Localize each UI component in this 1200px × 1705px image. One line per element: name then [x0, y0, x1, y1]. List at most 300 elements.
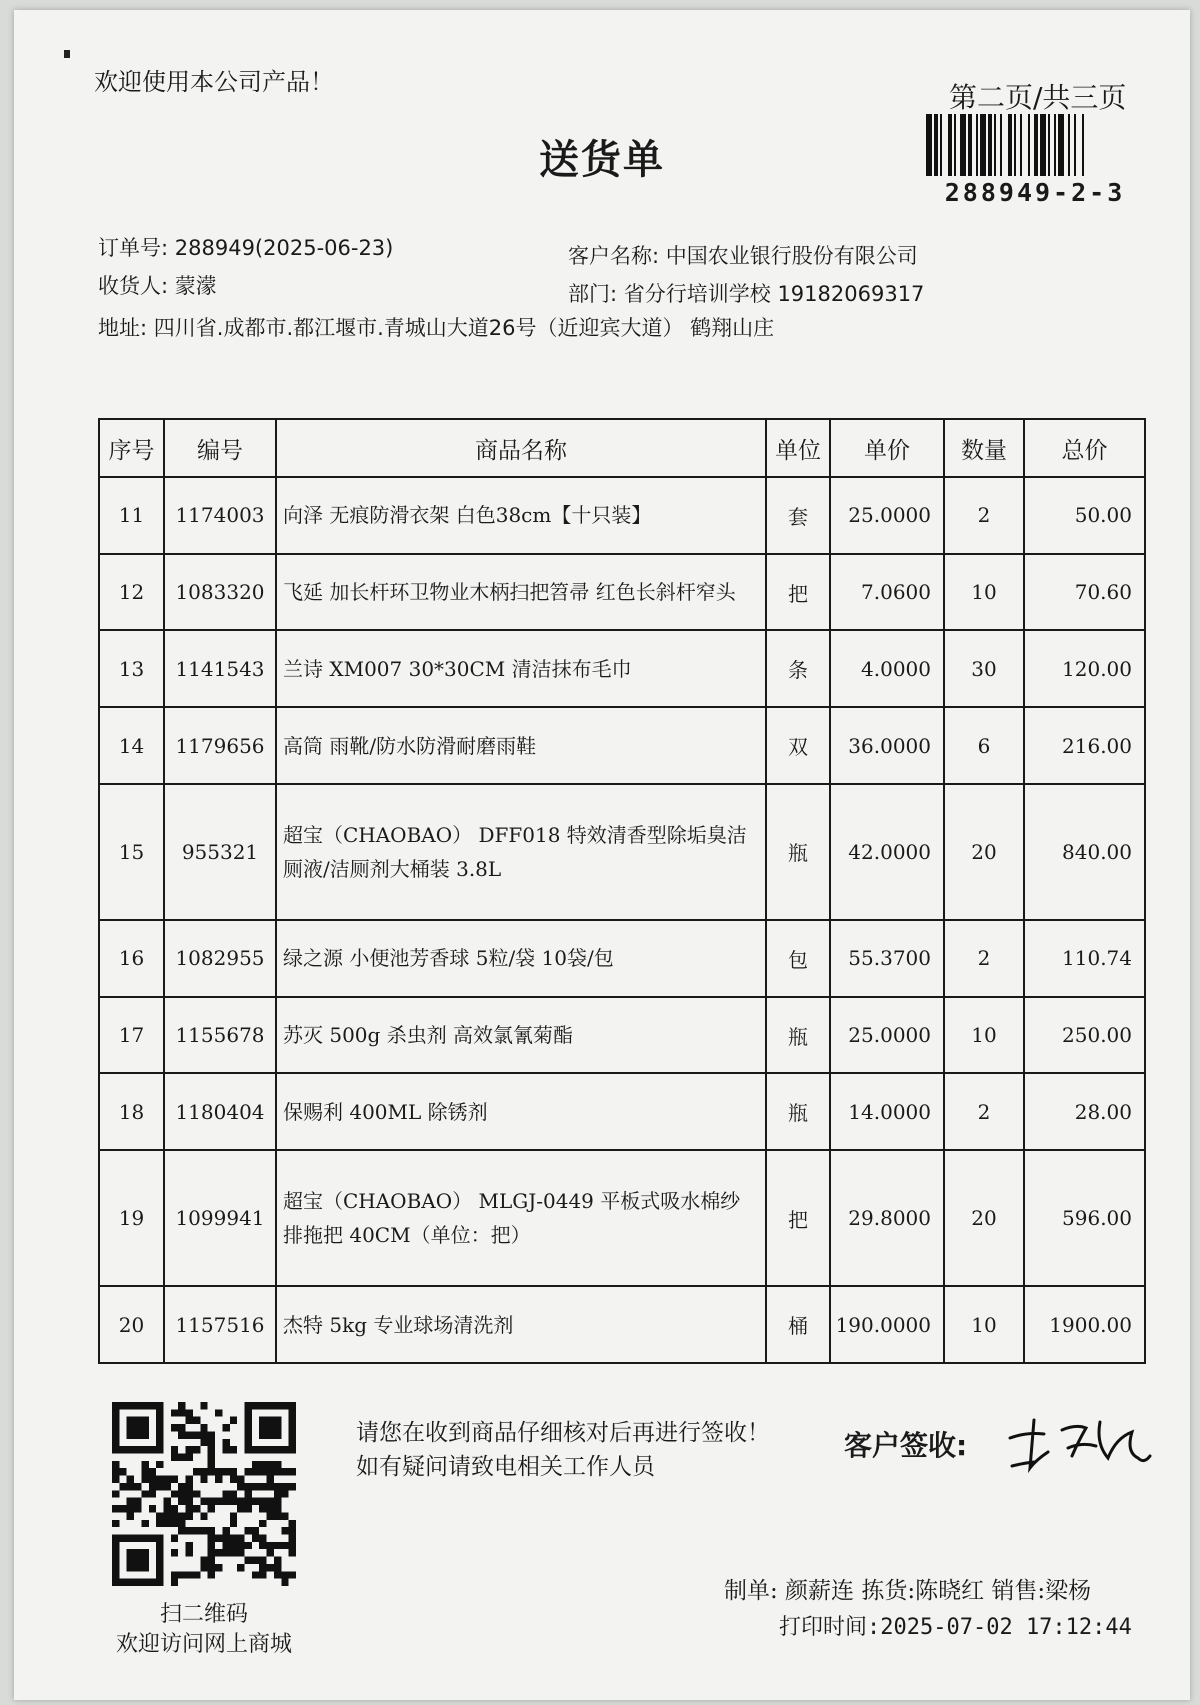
cell-unit: 套 — [766, 477, 830, 554]
cell-seq: 14 — [99, 707, 164, 784]
cell-unit: 把 — [766, 1150, 830, 1286]
qr-module — [200, 1512, 207, 1519]
qr-module — [200, 1424, 207, 1431]
qr-module — [267, 1549, 274, 1556]
qr-module — [230, 1549, 237, 1556]
qr-module — [289, 1527, 296, 1534]
qr-module — [156, 1534, 163, 1541]
qr-module — [156, 1409, 163, 1416]
qr-module — [178, 1512, 185, 1519]
qr-module — [274, 1512, 281, 1519]
qr-module — [156, 1483, 163, 1490]
qr-module — [112, 1417, 119, 1424]
qr-module — [252, 1571, 259, 1578]
qr-module — [274, 1557, 281, 1564]
cell-seq: 12 — [99, 554, 164, 631]
qr-module — [134, 1483, 141, 1490]
cell-product-name: 飞延 加长杆环卫物业木柄扫把笤帚 红色长斜杆窄头 — [276, 554, 766, 631]
qr-module — [164, 1476, 171, 1483]
qr-module — [171, 1505, 178, 1512]
qr-module — [237, 1476, 244, 1483]
cell-price: 29.8000 — [830, 1150, 944, 1286]
qr-module — [127, 1505, 134, 1512]
qr-module — [164, 1505, 171, 1512]
qr-module — [119, 1468, 126, 1475]
qr-module — [274, 1542, 281, 1549]
qr-module — [259, 1557, 266, 1564]
qr-module — [259, 1402, 266, 1409]
qr-module — [193, 1417, 200, 1424]
qr-module — [193, 1490, 200, 1497]
barcode-bar — [960, 114, 966, 176]
qr-module — [267, 1424, 274, 1431]
qr-module — [222, 1527, 229, 1534]
qr-module — [186, 1431, 193, 1438]
qr-module — [244, 1490, 251, 1497]
qr-module — [178, 1483, 185, 1490]
qr-module — [149, 1402, 156, 1409]
qr-module — [186, 1476, 193, 1483]
qr-module — [134, 1557, 141, 1564]
column-header-price: 单价 — [830, 419, 944, 477]
qr-module — [119, 1534, 126, 1541]
qr-module — [274, 1498, 281, 1505]
qr-module — [244, 1439, 251, 1446]
qr-module — [208, 1454, 215, 1461]
qr-module — [289, 1520, 296, 1527]
qr-module — [267, 1483, 274, 1490]
qr-module — [281, 1468, 288, 1475]
qr-module — [134, 1431, 141, 1438]
department — [568, 278, 924, 308]
qr-module — [178, 1571, 185, 1578]
qr-module — [112, 1542, 119, 1549]
qr-module — [171, 1409, 178, 1416]
cell-unit: 双 — [766, 707, 830, 784]
customer-name-label: 客户名称: — [568, 244, 660, 268]
qr-module — [244, 1446, 251, 1453]
qr-module — [149, 1505, 156, 1512]
qr-module — [274, 1424, 281, 1431]
cell-code: 1174003 — [164, 477, 276, 554]
qr-module — [112, 1409, 119, 1416]
cell-product-name: 向泽 无痕防滑衣架 白色38cm【十只装】 — [276, 477, 766, 554]
qr-module — [274, 1490, 281, 1497]
cell-seq: 13 — [99, 630, 164, 707]
address-label: 地址: — [98, 316, 148, 340]
qr-module — [141, 1549, 148, 1556]
qr-module — [171, 1549, 178, 1556]
qr-module — [267, 1512, 274, 1519]
cell-qty: 10 — [944, 554, 1024, 631]
qr-module — [274, 1461, 281, 1468]
qr-module — [171, 1454, 178, 1461]
qr-module — [112, 1468, 119, 1475]
table-row — [99, 707, 1145, 784]
qr-module — [149, 1468, 156, 1475]
qr-module — [252, 1402, 259, 1409]
qr-module — [156, 1512, 163, 1519]
column-header-qty: 数量 — [944, 419, 1024, 477]
qr-module — [112, 1431, 119, 1438]
barcode-bar — [1054, 114, 1056, 176]
qr-module — [141, 1402, 148, 1409]
qr-module — [164, 1483, 171, 1490]
barcode-bar — [1020, 114, 1022, 176]
qr-module — [193, 1446, 200, 1453]
qr-module — [186, 1498, 193, 1505]
qr-module — [164, 1512, 171, 1519]
qr-module — [156, 1549, 163, 1556]
qr-module — [230, 1512, 237, 1519]
qr-module — [208, 1461, 215, 1468]
qr-module — [200, 1402, 207, 1409]
qr-module — [259, 1461, 266, 1468]
qr-module — [127, 1446, 134, 1453]
check-notice: 请您在收到商品仔细核对后再进行签收！如有疑问请致电相关工作人员 — [356, 1420, 770, 1480]
qr-module — [112, 1571, 119, 1578]
qr-module — [259, 1534, 266, 1541]
qr-module — [127, 1417, 134, 1424]
qr-module — [200, 1564, 207, 1571]
cell-total: 50.00 — [1024, 477, 1145, 554]
cell-price: 190.0000 — [830, 1286, 944, 1363]
qr-module — [208, 1527, 215, 1534]
qr-module — [112, 1520, 119, 1527]
cell-total: 216.00 — [1024, 707, 1145, 784]
qr-code[interactable] — [112, 1402, 296, 1586]
qr-module — [127, 1512, 134, 1519]
barcode-bar — [954, 114, 956, 176]
qr-module — [119, 1446, 126, 1453]
qr-module — [127, 1557, 134, 1564]
cell-unit: 瓶 — [766, 784, 830, 920]
qr-module — [156, 1439, 163, 1446]
qr-module — [178, 1424, 185, 1431]
barcode-bar — [940, 114, 942, 176]
cell-total: 250.00 — [1024, 997, 1145, 1074]
qr-module — [186, 1542, 193, 1549]
print-time: 打印时间:2025-07-02 17:12:44 — [779, 1615, 1132, 1640]
consignee-value: 蒙濛 — [174, 274, 217, 298]
qr-module — [186, 1571, 193, 1578]
customer-signature — [1004, 1408, 1154, 1478]
qr-module — [252, 1446, 259, 1453]
qr-module — [156, 1557, 163, 1564]
qr-module — [222, 1542, 229, 1549]
qr-module — [208, 1542, 215, 1549]
qr-module — [274, 1483, 281, 1490]
cell-qty: 2 — [944, 477, 1024, 554]
barcode-bar — [1058, 114, 1064, 176]
cell-unit: 包 — [766, 920, 830, 997]
cell-seq: 11 — [99, 477, 164, 554]
qr-module — [259, 1520, 266, 1527]
qr-module — [134, 1549, 141, 1556]
qr-module — [237, 1498, 244, 1505]
cell-qty: 6 — [944, 707, 1024, 784]
qr-module — [289, 1409, 296, 1416]
cell-product-name: 苏灭 500g 杀虫剂 高效氯氰菊酯 — [276, 997, 766, 1074]
cell-qty: 20 — [944, 1150, 1024, 1286]
qr-module — [244, 1505, 251, 1512]
barcode-bar — [1068, 114, 1070, 176]
cell-qty: 10 — [944, 1286, 1024, 1363]
qr-module — [127, 1498, 134, 1505]
qr-module — [141, 1431, 148, 1438]
qr-module — [267, 1498, 274, 1505]
barcode-bar — [1008, 114, 1012, 176]
qr-module — [222, 1446, 229, 1453]
qr-module — [244, 1483, 251, 1490]
cell-product-name: 超宝（CHAOBAO） DFF018 特效清香型除垢臭洁厕液/洁厕剂大桶装 3.8L — [276, 784, 766, 920]
qr-module — [208, 1498, 215, 1505]
qr-module — [289, 1534, 296, 1541]
qr-module — [252, 1527, 259, 1534]
qr-module — [281, 1490, 288, 1497]
qr-module — [274, 1571, 281, 1578]
delivery-note-paper — [14, 10, 1190, 1700]
qr-module — [112, 1461, 119, 1468]
qr-module — [156, 1446, 163, 1453]
qr-module — [149, 1446, 156, 1453]
qr-module — [281, 1527, 288, 1534]
qr-caption-line-2: 欢迎访问网上商城 — [115, 1632, 292, 1657]
cell-seq: 20 — [99, 1286, 164, 1363]
qr-module — [141, 1564, 148, 1571]
qr-module — [127, 1564, 134, 1571]
order-number — [98, 232, 393, 262]
qr-module — [119, 1505, 126, 1512]
cell-qty: 2 — [944, 920, 1024, 997]
qr-module — [156, 1579, 163, 1586]
qr-module — [156, 1476, 163, 1483]
qr-module — [281, 1483, 288, 1490]
cell-code: 1155678 — [164, 997, 276, 1074]
qr-module — [156, 1571, 163, 1578]
qr-module — [281, 1571, 288, 1578]
column-header-unit: 单位 — [766, 419, 830, 477]
qr-module — [230, 1534, 237, 1541]
address — [98, 312, 774, 342]
qr-module — [134, 1564, 141, 1571]
qr-module — [244, 1498, 251, 1505]
cell-seq: 17 — [99, 997, 164, 1074]
qr-module — [289, 1571, 296, 1578]
qr-module — [112, 1564, 119, 1571]
qr-module — [237, 1534, 244, 1541]
qr-module — [230, 1520, 237, 1527]
qr-module — [164, 1520, 171, 1527]
qr-module — [127, 1431, 134, 1438]
page-indicator: 第二页/共三页 — [949, 81, 1127, 114]
qr-module — [127, 1483, 134, 1490]
qr-module — [281, 1579, 288, 1586]
cell-code: 1082955 — [164, 920, 276, 997]
cell-total: 120.00 — [1024, 630, 1145, 707]
qr-module — [186, 1417, 193, 1424]
cell-total: 840.00 — [1024, 784, 1145, 920]
customer-name-value: 中国农业银行股份有限公司 — [665, 244, 918, 268]
qr-module — [230, 1490, 237, 1497]
qr-module — [156, 1564, 163, 1571]
qr-module — [141, 1557, 148, 1564]
qr-module — [289, 1468, 296, 1475]
table-row — [99, 630, 1145, 707]
qr-module — [267, 1446, 274, 1453]
qr-module — [208, 1557, 215, 1564]
column-header-product: 商品名称 — [276, 419, 766, 477]
cell-qty: 10 — [944, 997, 1024, 1074]
cell-code: 1180404 — [164, 1073, 276, 1150]
qr-module — [274, 1417, 281, 1424]
cell-total: 28.00 — [1024, 1073, 1145, 1150]
barcode-bar — [1014, 114, 1016, 176]
cell-product-name: 高筒 雨靴/防水防滑耐磨雨鞋 — [276, 707, 766, 784]
qr-module — [289, 1417, 296, 1424]
qr-module — [230, 1468, 237, 1475]
qr-module — [178, 1498, 185, 1505]
consignee — [98, 270, 217, 300]
cell-unit: 桶 — [766, 1286, 830, 1363]
qr-module — [171, 1512, 178, 1519]
cell-total: 596.00 — [1024, 1150, 1145, 1286]
qr-module — [193, 1527, 200, 1534]
qr-module — [171, 1424, 178, 1431]
qr-module — [259, 1571, 266, 1578]
qr-module — [112, 1476, 119, 1483]
qr-module — [259, 1431, 266, 1438]
cell-code: 1179656 — [164, 707, 276, 784]
qr-module — [208, 1571, 215, 1578]
qr-module — [267, 1564, 274, 1571]
qr-module — [127, 1476, 134, 1483]
qr-module — [171, 1571, 178, 1578]
qr-module — [178, 1402, 185, 1409]
qr-module — [208, 1549, 215, 1556]
customer-name — [568, 240, 918, 270]
qr-module — [215, 1476, 222, 1483]
qr-module — [230, 1476, 237, 1483]
qr-module — [156, 1431, 163, 1438]
barcode-bar — [1000, 114, 1002, 176]
qr-module — [259, 1483, 266, 1490]
qr-module — [222, 1498, 229, 1505]
qr-module — [141, 1446, 148, 1453]
qr-module — [259, 1468, 266, 1475]
qr-module — [267, 1505, 274, 1512]
qr-module — [252, 1468, 259, 1475]
qr-module — [134, 1579, 141, 1586]
qr-module — [178, 1409, 185, 1416]
cell-unit: 瓶 — [766, 1073, 830, 1150]
cell-qty: 30 — [944, 630, 1024, 707]
cell-code: 1157516 — [164, 1286, 276, 1363]
qr-module — [119, 1579, 126, 1586]
qr-module — [259, 1424, 266, 1431]
qr-module — [127, 1424, 134, 1431]
qr-module — [119, 1402, 126, 1409]
qr-module — [127, 1579, 134, 1586]
qr-module — [208, 1564, 215, 1571]
qr-module — [156, 1520, 163, 1527]
table-row — [99, 1073, 1145, 1150]
qr-module — [178, 1527, 185, 1534]
qr-module — [141, 1417, 148, 1424]
barcode-bar — [1028, 114, 1030, 176]
qr-module — [274, 1564, 281, 1571]
qr-module — [252, 1534, 259, 1541]
qr-module — [156, 1461, 163, 1468]
qr-module — [267, 1468, 274, 1475]
barcode-bar — [1040, 114, 1046, 176]
qr-module — [134, 1534, 141, 1541]
qr-module — [208, 1534, 215, 1541]
qr-module — [208, 1505, 215, 1512]
qr-module — [237, 1542, 244, 1549]
qr-module — [274, 1446, 281, 1453]
qr-module — [112, 1534, 119, 1541]
qr-module — [112, 1439, 119, 1446]
qr-module — [244, 1557, 251, 1564]
qr-module — [149, 1534, 156, 1541]
qr-module — [134, 1402, 141, 1409]
cell-product-name: 绿之源 小便池芳香球 5粒/袋 10袋/包 — [276, 920, 766, 997]
qr-module — [267, 1476, 274, 1483]
qr-module — [186, 1483, 193, 1490]
qr-module — [259, 1417, 266, 1424]
qr-module — [156, 1424, 163, 1431]
qr-module — [186, 1446, 193, 1453]
cell-unit: 把 — [766, 554, 830, 631]
qr-module — [244, 1417, 251, 1424]
qr-module — [252, 1498, 259, 1505]
address-value: 四川省.成都市.都江堰市.青城山大道26号（近迎宾大道） 鹤翔山庄 — [153, 316, 775, 340]
document-title: 送货单 — [539, 137, 665, 183]
qr-module — [244, 1527, 251, 1534]
qr-module — [200, 1476, 207, 1483]
barcode-bar — [1034, 114, 1038, 176]
qr-module — [215, 1564, 222, 1571]
qr-module — [186, 1549, 193, 1556]
qr-module — [112, 1549, 119, 1556]
cell-price: 42.0000 — [830, 784, 944, 920]
qr-module — [171, 1476, 178, 1483]
qr-module — [112, 1557, 119, 1564]
qr-module — [200, 1557, 207, 1564]
qr-module — [215, 1498, 222, 1505]
cell-total: 110.74 — [1024, 920, 1145, 997]
qr-caption — [84, 1600, 324, 1660]
qr-module — [289, 1542, 296, 1549]
qr-module — [186, 1409, 193, 1416]
qr-module — [186, 1505, 193, 1512]
qr-module — [141, 1579, 148, 1586]
qr-module — [193, 1571, 200, 1578]
qr-module — [208, 1468, 215, 1475]
cell-code: 1141543 — [164, 630, 276, 707]
qr-module — [222, 1490, 229, 1497]
cell-price: 25.0000 — [830, 997, 944, 1074]
barcode-bar — [988, 114, 992, 176]
table-row — [99, 477, 1145, 554]
barcode-bar — [948, 114, 952, 176]
qr-module — [149, 1476, 156, 1483]
qr-module — [127, 1402, 134, 1409]
cell-product-name: 保赐利 400ML 除锈剂 — [276, 1073, 766, 1150]
cell-qty: 2 — [944, 1073, 1024, 1150]
qr-module — [186, 1490, 193, 1497]
